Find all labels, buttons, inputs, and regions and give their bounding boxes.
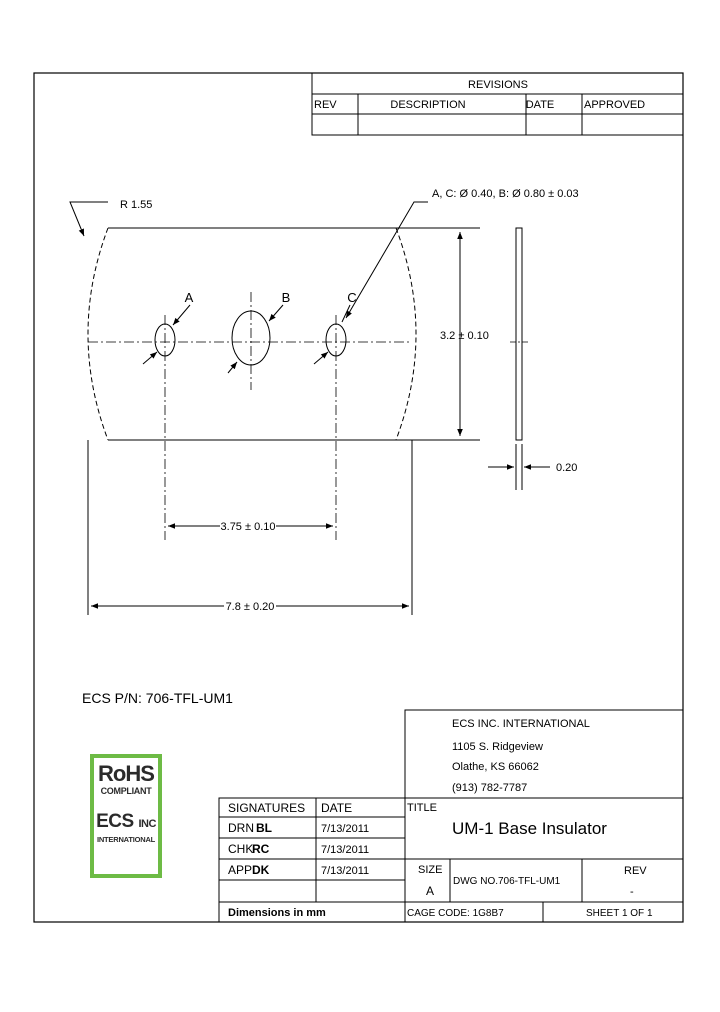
part-number: ECS P/N: 706-TFL-UM1 (82, 690, 233, 706)
approved-col-header: APPROVED (584, 99, 646, 111)
radius-leader (70, 202, 108, 236)
logo-inc-word: INC (138, 818, 156, 830)
signatures-header: SIGNATURES (228, 801, 306, 815)
hole-a-label: A (184, 290, 194, 305)
right-end-arc (396, 228, 416, 440)
sig-app-date: 7/13/2011 (321, 865, 370, 877)
sig-chk-role: CHK (228, 842, 254, 856)
title-label: TITLE (407, 802, 437, 814)
company-name: ECS INC. INTERNATIONAL (452, 718, 590, 730)
logo-international-text: INTERNATIONAL (96, 835, 156, 844)
drawing-title: UM-1 Base Insulator (452, 819, 607, 838)
signatures-date-header: DATE (321, 801, 353, 815)
spacing-dim: 3.75 ± 0.10 (220, 521, 276, 533)
part-top-view (88, 228, 480, 540)
cage-code: CAGE CODE: 1G8B7 (407, 908, 504, 919)
description-col-header: DESCRIPTION (390, 99, 466, 111)
units-note: Dimensions in mm (228, 907, 326, 919)
sig-drn-name: BL (256, 821, 272, 835)
hole-c-label: C (347, 290, 357, 305)
size-value: A (426, 884, 435, 898)
rohs-compliant-logo (90, 754, 162, 878)
thickness-dim: 0.20 (556, 462, 578, 474)
rev-col-header: REV (314, 99, 337, 111)
size-label: SIZE (418, 864, 443, 876)
logo-ecs-text (94, 811, 158, 835)
title-block (219, 710, 683, 922)
sig-app-name: DK (252, 863, 270, 877)
date-col-header: DATE (525, 99, 555, 111)
company-city: Olathe, KS 66062 (452, 761, 539, 773)
height-dim: 3.2 ± 0.10 (440, 330, 489, 342)
revisions-heading: REVISIONS (468, 79, 528, 91)
hole-callout: A, C: Ø 0.40, B: Ø 0.80 ± 0.03 (432, 188, 579, 200)
sig-drn-role: DRN (228, 821, 254, 835)
length-dim: 7.8 ± 0.20 (225, 601, 275, 613)
left-end-arc (88, 228, 108, 440)
hole-b-label: B (281, 290, 291, 305)
company-phone: (913) 782-7787 (452, 782, 528, 794)
sig-chk-name: RC (252, 842, 270, 856)
revisions-table (312, 73, 683, 135)
logo-compliant-text: COMPLIANT (100, 786, 152, 796)
hole-callout-leader (346, 202, 428, 318)
rev-value: - (630, 886, 634, 898)
company-street: 1105 S. Ridgeview (452, 741, 543, 753)
radius-label: R 1.55 (120, 199, 153, 211)
sig-drn-date: 7/13/2011 (321, 823, 370, 835)
sig-chk-date: 7/13/2011 (321, 844, 370, 856)
dwg-number: DWG NO.706-TFL-UM1 (453, 876, 561, 887)
sig-app-role: APP (228, 863, 253, 877)
part-side-view (488, 228, 550, 490)
logo-rohs-text: RoHS (98, 761, 154, 786)
logo-ecs-word: ECS (96, 811, 134, 832)
sheet-number: SHEET 1 OF 1 (586, 908, 653, 919)
rev-label: REV (624, 865, 647, 877)
